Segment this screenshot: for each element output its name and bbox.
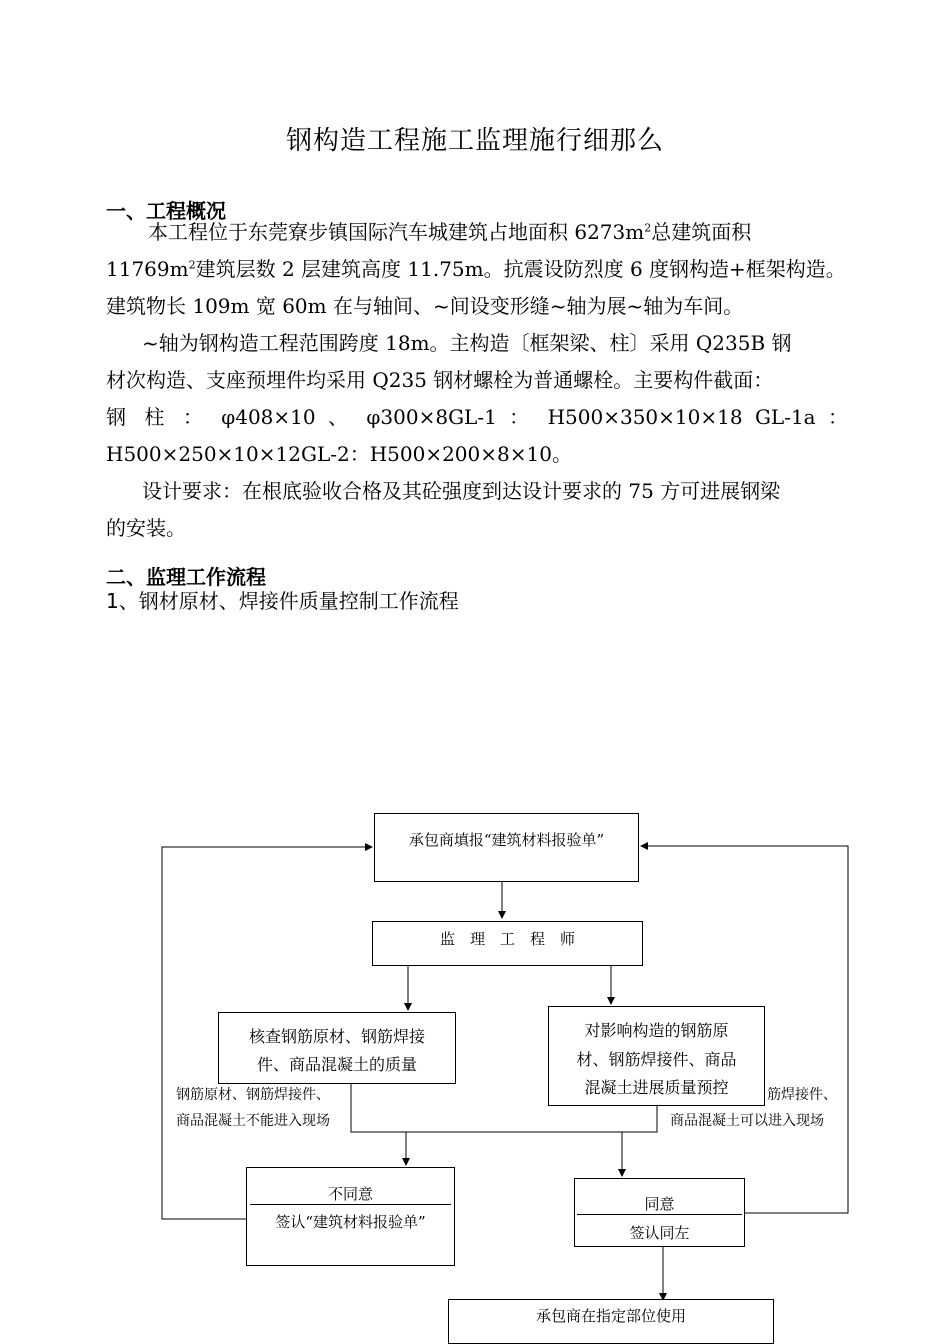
label-cannot-enter-line-2: 商品混凝土不能进入现场	[176, 1113, 330, 1129]
box-agree-text: 签认同左	[629, 1224, 690, 1242]
box-reject-divider	[250, 1204, 451, 1205]
box-contractor-submit-text: 承包商填报“建筑材料报验单”	[408, 831, 605, 849]
box-agree-divider	[577, 1214, 742, 1215]
overview-line-6: 钢 柱 ： φ408×10 、 φ300×8GL-1 ： H500×350×10×18 GL-1a ：	[106, 405, 848, 429]
box-reject	[246, 1167, 455, 1266]
box-check-quality-line-2: 件、商品混凝土的质量	[256, 1055, 417, 1074]
overview-line-4: ~轴为钢构造工程范围跨度 18m。主构造〔框架梁、柱〕采用 Q235B 钢	[142, 331, 792, 355]
superscript: 2	[188, 258, 196, 272]
page-title: 钢构造工程施工监理施行细那么	[285, 126, 664, 156]
box-reject-title: 不同意	[327, 1185, 373, 1203]
overview-line-5: 材次构造、支座预埋件均采用 Q235 钢材螺栓为普通螺栓。主要构件截面：	[106, 368, 774, 392]
label-can-enter-line-1: 筋焊接件、	[767, 1087, 837, 1103]
text-span: 11769m	[106, 257, 189, 281]
box-quality-precontrol-line-1: 对影响构造的钢筋原	[584, 1021, 729, 1040]
box-contractor-submit	[374, 813, 639, 882]
connector-check-to-split	[351, 1083, 408, 1132]
superscript: 2	[644, 221, 652, 235]
label-cannot-enter-line-1: 钢筋原材、钢筋焊接件、	[176, 1087, 330, 1103]
box-agree-title: 同意	[644, 1195, 675, 1213]
box-quality-precontrol-line-3: 混凝土进展质量预控	[584, 1078, 729, 1097]
section-heading-overview: 一、工程概况	[106, 199, 226, 223]
box-supervising-engineer-text: 监 理 工 程 师	[439, 930, 575, 948]
box-quality-precontrol	[548, 1006, 765, 1106]
overview-line-7: H500×250×10×12GL-2：H500×200×8×10。	[106, 442, 572, 466]
label-can-enter-line-2: 商品混凝土可以进入现场	[670, 1113, 824, 1129]
box-agree	[574, 1178, 745, 1247]
box-supervising-engineer	[372, 921, 643, 966]
box-contractor-use-text: 承包商在指定部位使用	[535, 1307, 686, 1325]
overview-line-8: 设计要求：在根底验收合格及其砼强度到达设计要求的 75 方可进展钢梁	[142, 479, 781, 503]
connector-sample-to-split	[622, 1106, 657, 1132]
box-check-quality	[218, 1012, 456, 1084]
box-contractor-use	[448, 1299, 774, 1344]
text-span: 建筑层数 2 层建筑高度 11.75m。抗震设防烈度 6 度钢构造+框架构造。	[195, 257, 846, 281]
section-heading-workflow: 二、监理工作流程	[106, 565, 266, 589]
box-check-quality-line-1: 核查钢筋原材、钢筋焊接	[248, 1027, 425, 1046]
box-reject-text: 签认“建筑材料报验单”	[275, 1213, 426, 1231]
box-quality-precontrol-line-2: 材、钢筋焊接件、商品	[576, 1050, 737, 1069]
overview-line-9: 的安装。	[106, 516, 186, 540]
workflow-subtitle: 1、钢材原材、焊接件质量控制工作流程	[106, 589, 459, 613]
overview-line-3: 建筑物长 109m 宽 60m 在与轴间、~间设变形缝~轴为展~轴为车间。	[106, 294, 744, 318]
text-span: 本工程位于东莞寮步镇国际汽车城建筑占地面积 6273m	[148, 220, 645, 244]
text-span: 总建筑面积	[651, 220, 752, 244]
